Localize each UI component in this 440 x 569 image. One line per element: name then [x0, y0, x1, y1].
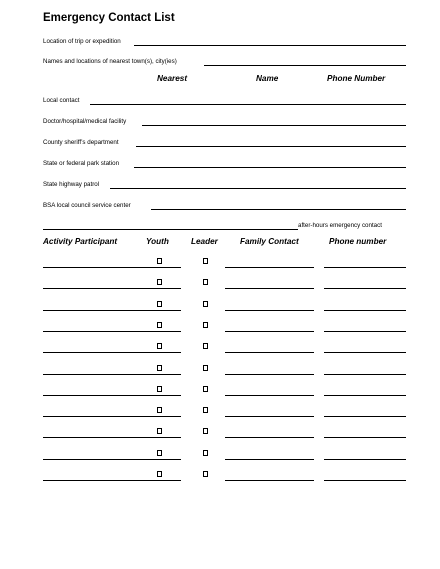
youth-checkbox[interactable]	[157, 365, 162, 371]
youth-checkbox[interactable]	[157, 407, 162, 413]
header-family-contact: Family Contact	[240, 237, 299, 246]
sheriff-label: County sheriff’s department	[43, 139, 119, 146]
youth-checkbox[interactable]	[157, 471, 162, 477]
bsa-council-label: BSA local council service center	[43, 202, 131, 209]
leader-checkbox[interactable]	[203, 450, 208, 456]
header-leader: Leader	[191, 237, 218, 246]
family-contact-line[interactable]	[225, 267, 314, 268]
leader-checkbox[interactable]	[203, 407, 208, 413]
leader-checkbox[interactable]	[203, 322, 208, 328]
family-contact-line[interactable]	[225, 374, 314, 375]
header-name: Name	[256, 74, 279, 83]
family-contact-line[interactable]	[225, 331, 314, 332]
participant-name-line[interactable]	[43, 437, 181, 438]
participant-name-line[interactable]	[43, 374, 181, 375]
header-phone-number-participant: Phone number	[329, 237, 387, 246]
youth-checkbox[interactable]	[157, 450, 162, 456]
doctor-line[interactable]	[142, 125, 406, 126]
header-phone-number: Phone Number	[327, 74, 386, 83]
youth-checkbox[interactable]	[157, 279, 162, 285]
highway-patrol-label: State highway patrol	[43, 181, 100, 188]
participant-name-line[interactable]	[43, 416, 181, 417]
phone-number-line[interactable]	[324, 437, 406, 438]
family-contact-line[interactable]	[225, 310, 314, 311]
family-contact-line[interactable]	[225, 352, 314, 353]
phone-number-line[interactable]	[324, 459, 406, 460]
nearest-towns-label: Names and locations of nearest town(s), city(ies)	[43, 58, 177, 65]
header-nearest: Nearest	[157, 74, 188, 83]
phone-number-line[interactable]	[324, 310, 406, 311]
phone-number-line[interactable]	[324, 331, 406, 332]
park-station-label: State or federal park station	[43, 160, 120, 167]
trip-location-line[interactable]	[134, 45, 406, 46]
leader-checkbox[interactable]	[203, 343, 208, 349]
doctor-label: Doctor/hospital/medical facility	[43, 118, 127, 125]
after-hours-label: after-hours emergency contact	[298, 222, 382, 229]
trip-location-label: Location of trip or expedition	[43, 38, 121, 45]
participant-name-line[interactable]	[43, 395, 181, 396]
highway-patrol-line[interactable]	[110, 188, 406, 189]
local-contact-label: Local contact	[43, 97, 80, 104]
phone-number-line[interactable]	[324, 374, 406, 375]
family-contact-line[interactable]	[225, 437, 314, 438]
bsa-council-line[interactable]	[151, 209, 406, 210]
local-contact-line[interactable]	[90, 104, 406, 105]
phone-number-line[interactable]	[324, 267, 406, 268]
participant-name-line[interactable]	[43, 459, 181, 460]
participant-name-line[interactable]	[43, 267, 181, 268]
nearest-towns-line[interactable]	[204, 65, 406, 66]
youth-checkbox[interactable]	[157, 322, 162, 328]
leader-checkbox[interactable]	[203, 428, 208, 434]
leader-checkbox[interactable]	[203, 301, 208, 307]
header-youth: Youth	[146, 237, 169, 246]
youth-checkbox[interactable]	[157, 301, 162, 307]
youth-checkbox[interactable]	[157, 386, 162, 392]
participant-name-line[interactable]	[43, 352, 181, 353]
header-activity-participant: Activity Participant	[43, 237, 118, 246]
leader-checkbox[interactable]	[203, 279, 208, 285]
participant-name-line[interactable]	[43, 310, 181, 311]
page-title: Emergency Contact List	[43, 12, 175, 24]
youth-checkbox[interactable]	[157, 258, 162, 264]
sheriff-line[interactable]	[136, 146, 406, 147]
leader-checkbox[interactable]	[203, 471, 208, 477]
participant-name-line[interactable]	[43, 288, 181, 289]
after-hours-line[interactable]	[43, 229, 298, 230]
participant-name-line[interactable]	[43, 331, 181, 332]
phone-number-line[interactable]	[324, 288, 406, 289]
youth-checkbox[interactable]	[157, 343, 162, 349]
park-station-line[interactable]	[134, 167, 406, 168]
phone-number-line[interactable]	[324, 395, 406, 396]
leader-checkbox[interactable]	[203, 386, 208, 392]
phone-number-line[interactable]	[324, 416, 406, 417]
family-contact-line[interactable]	[225, 480, 314, 481]
family-contact-line[interactable]	[225, 288, 314, 289]
family-contact-line[interactable]	[225, 416, 314, 417]
youth-checkbox[interactable]	[157, 428, 162, 434]
phone-number-line[interactable]	[324, 352, 406, 353]
leader-checkbox[interactable]	[203, 365, 208, 371]
family-contact-line[interactable]	[225, 459, 314, 460]
phone-number-line[interactable]	[324, 480, 406, 481]
participant-name-line[interactable]	[43, 480, 181, 481]
family-contact-line[interactable]	[225, 395, 314, 396]
leader-checkbox[interactable]	[203, 258, 208, 264]
